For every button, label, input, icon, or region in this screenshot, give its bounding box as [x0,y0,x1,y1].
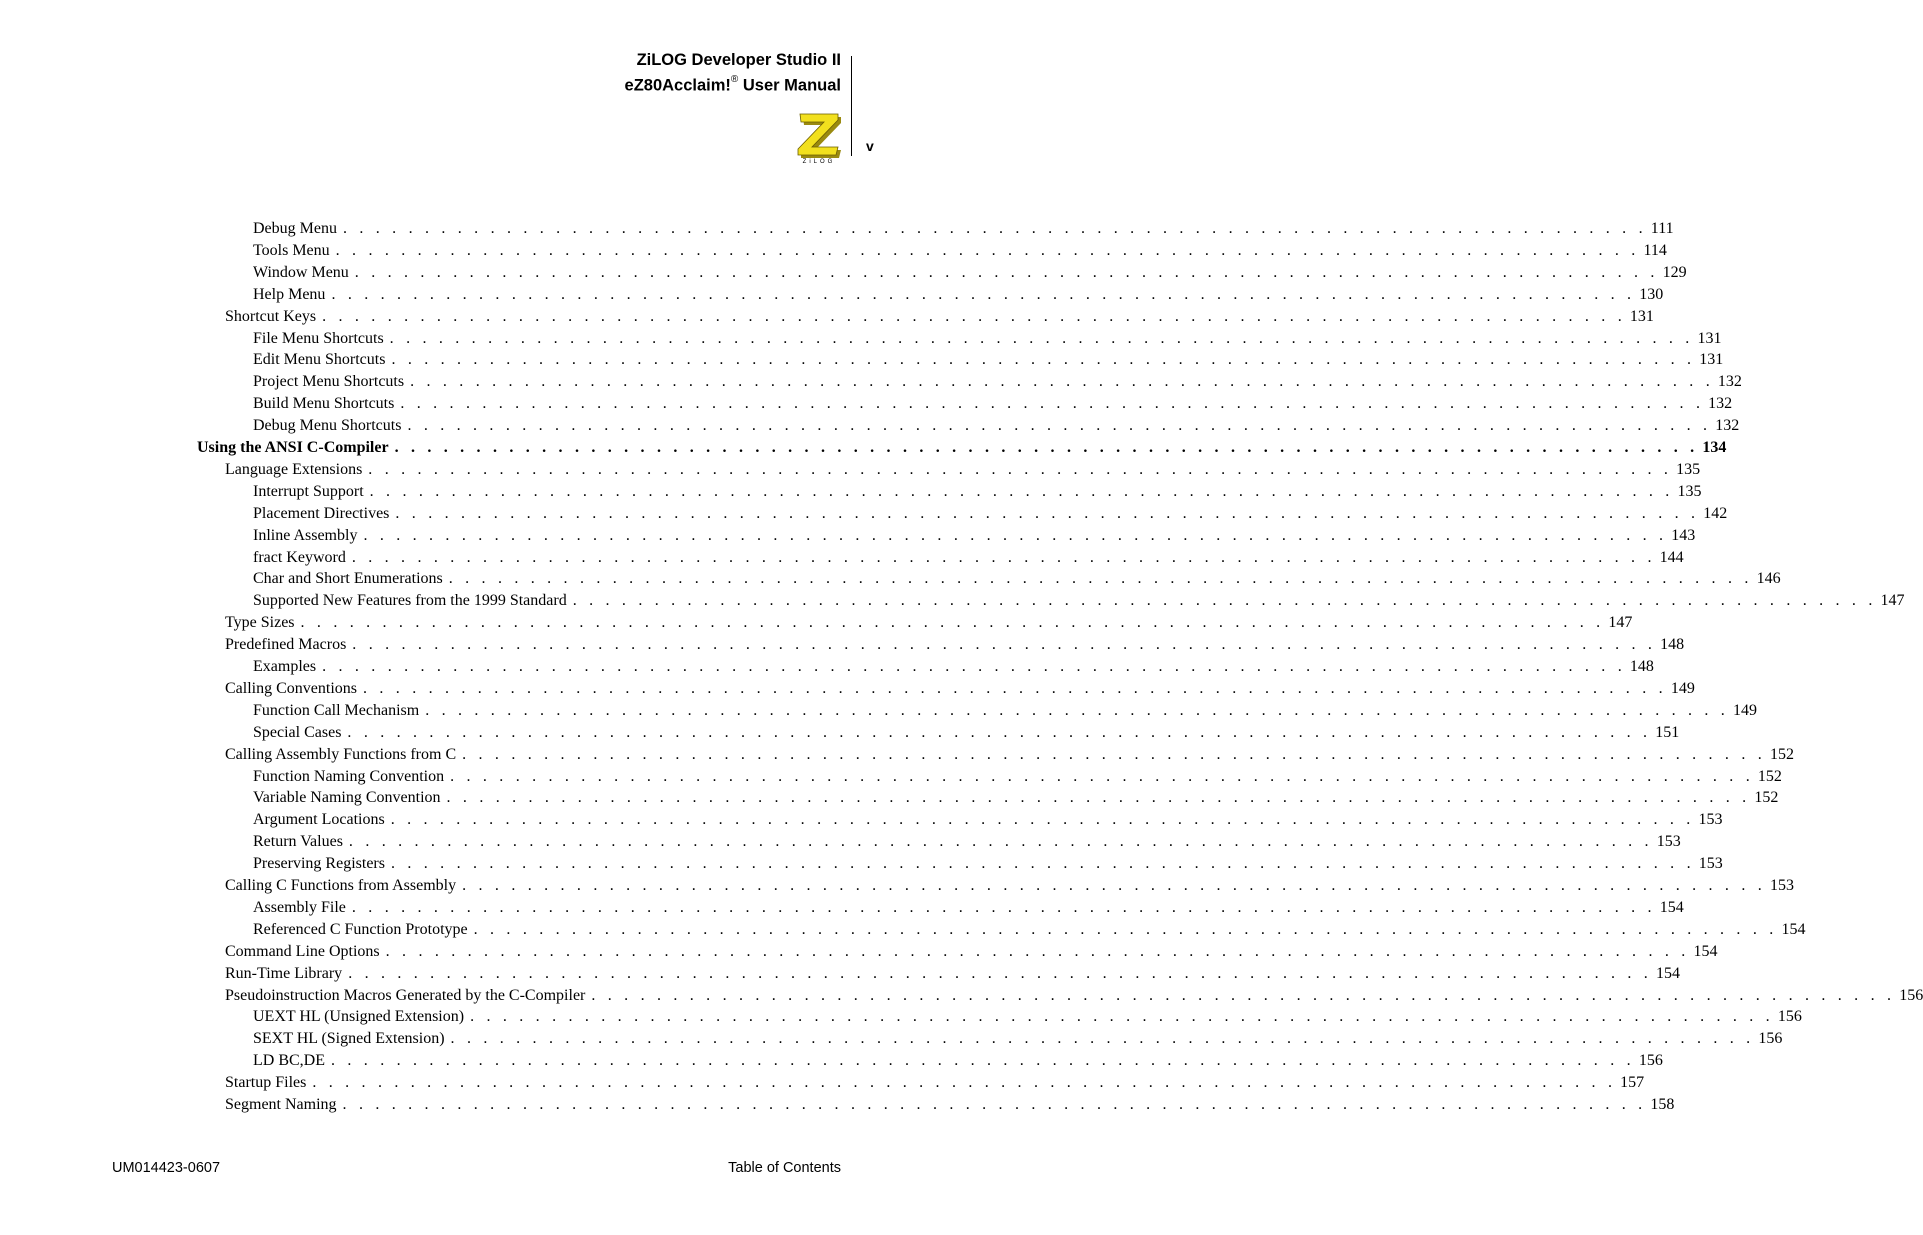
toc-entry-title: Startup Files [225,1074,307,1092]
toc-dot-leader: . . . . . . . . . . . . . . . . . . . . . . . . . . . . . . . . . . . . . . . . . . . . . . . . . . . . . . . . . . . . . . . . . . . . . . . . . . . . . . . . [348,964,1652,982]
toc-entry[interactable] [253,1006,1802,1028]
toc-entry-title: Window Menu [253,263,349,281]
toc-entry-page: 153 [1769,877,1794,894]
toc-dot-leader: . . . . . . . . . . . . . . . . . . . . . . . . . . . . . . . . . . . . . . . . . . . . . . . . . . . . . . . . . . . . . . . . . . . . . . . . . . . . . . . . [368,460,1673,478]
toc-dot-leader: . . . . . . . . . . . . . . . . . . . . . . . . . . . . . . . . . . . . . . . . . . . . . . . . . . . . . . . . . . . . . . . . . . . . . . . . . . . . . . . . [351,548,1656,566]
toc-entry-page: 157 [1620,1074,1645,1092]
toc-dot-leader: . . . . . . . . . . . . . . . . . . . . . . . . . . . . . . . . . . . . . . . . . . . . . . . . . . . . . . . . . . . . . . . . . . . . . . . . . . . . . . . . [300,614,1605,632]
toc-entry-page: 156 [1758,1030,1783,1048]
header-product-title: ZiLOG Developer Studio II [636,51,841,69]
toc-entry-page: 114 [1643,241,1667,259]
toc-dot-leader: . . . . . . . . . . . . . . . . . . . . . . . . . . . . . . . . . . . . . . . . . . . . . . . . . . . . . . . . . . . . . . . . . . . . . . . . . . . . . . . . [347,723,1652,741]
toc-entry-page: 149 [1670,679,1695,697]
toc-entry[interactable] [253,547,1684,569]
toc-dot-leader: . . . . . . . . . . . . . . . . . . . . . . . . . . . . . . . . . . . . . . . . . . . . . . . . . . . . . . . . . . . . . . . . . . . . . . . . . . . . . . . . [369,482,1674,500]
toc-entry-title: SEXT HL (Signed Extension) [253,1030,445,1048]
toc-entry[interactable] [253,349,1724,371]
toc-entry-title: Type Sizes [225,614,295,632]
toc-dot-leader: . . . . . . . . . . . . . . . . . . . . . . . . . . . . . . . . . . . . . . . . . . . . . . . . . . . . . . . . . . . . . . . . . . . . . . . . . . . . . . . . [395,504,1700,522]
toc-entry[interactable] [225,678,1695,700]
toc-entry[interactable] [253,218,1674,240]
header-manual-title: eZ80Acclaim!® User Manual [624,74,841,95]
toc-entry-title: Command Line Options [225,942,380,960]
zilog-logo [794,112,844,164]
toc-entry[interactable] [253,503,1728,525]
toc-entry[interactable] [253,284,1664,306]
toc-entry-title: Variable Naming Convention [253,789,441,807]
toc-entry-title: Help Menu [253,285,326,303]
toc-entry[interactable] [253,590,1905,612]
toc-entry-page: 154 [1659,898,1684,916]
toc-entry-page: 129 [1662,263,1687,281]
toc-entry-page: 132 [1715,417,1740,435]
toc-entry-page: 111 [1650,220,1674,237]
toc-entry[interactable] [253,656,1654,678]
toc-dot-leader: . . . . . . . . . . . . . . . . . . . . . . . . . . . . . . . . . . . . . . . . . . . . . . . . . . . . . . . . . . . . . . . . . . . . . . . . . . . . . . . . [335,241,1640,259]
toc-entry-title: File Menu Shortcuts [253,329,384,347]
toc-entry-title: Return Values [253,833,343,851]
toc-entry-title: Calling C Functions from Assembly [225,877,457,894]
toc-entry[interactable] [253,853,1723,875]
document-header [625,50,841,97]
toc-entry-page: 153 [1698,855,1723,873]
toc-dot-leader: . . . . . . . . . . . . . . . . . . . . . . . . . . . . . . . . . . . . . . . . . . . . . . . . . . . . . . . . . . . . . . . . . . . . . . . . . . . . . . . . [572,592,1877,610]
toc-dot-leader: . . . . . . . . . . . . . . . . . . . . . . . . . . . . . . . . . . . . . . . . . . . . . . . . . . . . . . . . . . . . . . . . . . . . . . . . . . . . . . . . [390,811,1695,829]
zilog-logo-text: ZiLOG [802,159,836,165]
toc-entry[interactable] [253,1050,1663,1072]
toc-entry-title: Special Cases [253,723,342,741]
toc-entry-page: 147 [1608,614,1633,632]
toc-dot-leader: . . . . . . . . . . . . . . . . . . . . . . . . . . . . . . . . . . . . . . . . . . . . . . . . . . . . . . . . . . . . . . . . . . . . . . . . . . . . . . . . [462,745,1766,763]
toc-entry-page: 152 [1757,767,1782,785]
toc-entry[interactable] [225,963,1680,985]
toc-entry[interactable] [253,393,1733,415]
toc-entry-title: Calling Assembly Functions from C [225,745,457,763]
toc-entry[interactable] [253,328,1722,350]
toc-entry-page: 134 [1702,439,1727,456]
toc-dot-leader: . . . . . . . . . . . . . . . . . . . . . . . . . . . . . . . . . . . . . . . . . . . . . . . . . . . . . . . . . . . . . . . . . . . . . . . . . . . . . . . . [389,329,1694,347]
toc-entry[interactable] [253,1028,1783,1050]
toc-entry-page: 149 [1733,701,1758,719]
toc-dot-leader: . . . . . . . . . . . . . . . . . . . . . . . . . . . . . . . . . . . . . . . . . . . . . . . . . . . . . . . . . . . . . . . . . . . . . . . . . . . . . . . . [394,439,1699,456]
toc-dot-leader: . . . . . . . . . . . . . . . . . . . . . . . . . . . . . . . . . . . . . . . . . . . . . . . . . . . . . . . . . . . . . . . . . . . . . . . . . . . . . . . . [331,1052,1635,1070]
toc-entry-page: 153 [1698,811,1723,829]
toc-entry-page: 135 [1676,460,1701,478]
toc-dot-leader: . . . . . . . . . . . . . . . . . . . . . . . . . . . . . . . . . . . . . . . . . . . . . . . . . . . . . . . . . . . . . . . . . . . . . . . . . . . . . . . . [450,767,1754,785]
toc-dot-leader: . . . . . . . . . . . . . . . . . . . . . . . . . . . . . . . . . . . . . . . . . . . . . . . . . . . . . . . . . . . . . . . . . . . . . . . . . . . . . . . . [425,701,1730,719]
toc-entry-title: UEXT HL (Unsigned Extension) [253,1008,465,1026]
toc-dot-leader: . . . . . . . . . . . . . . . . . . . . . . . . . . . . . . . . . . . . . . . . . . . . . . . . . . . . . . . . . . . . . . . . . . . . . . . . . . . . . . . . [363,679,1667,697]
toc-entry-title: Project Menu Shortcuts [253,373,405,391]
toc-entry[interactable] [225,634,1685,656]
toc-entry[interactable] [225,875,1794,897]
toc-entry[interactable] [253,722,1680,744]
toc-entry-page: 151 [1655,723,1680,741]
toc-entry-page: 148 [1660,636,1685,654]
toc-entry[interactable] [225,1072,1645,1094]
toc-entry-page: 131 [1699,351,1724,369]
toc-entry-page: 135 [1677,482,1702,500]
toc-entry-page: 130 [1639,285,1664,303]
toc-entry-page: 153 [1656,833,1681,851]
toc-entry-page: 152 [1754,789,1779,807]
toc-entry[interactable] [253,919,1806,941]
toc-entry-title: Run-Time Library [225,964,343,982]
toc-dot-leader: . . . . . . . . . . . . . . . . . . . . . . . . . . . . . . . . . . . . . . . . . . . . . . . . . . . . . . . . . . . . . . . . . . . . . . . . . . . . . . . . [363,526,1668,544]
toc-dot-leader: . . . . . . . . . . . . . . . . . . . . . . . . . . . . . . . . . . . . . . . . . . . . . . . . . . . . . . . . . . . . . . . . . . . . . . . . . . . . . . . . [352,636,1657,654]
toc-entry-page: 131 [1629,307,1654,325]
toc-entry-title: Tools Menu [253,241,330,259]
toc-entry-title: Segment Naming [225,1096,337,1113]
toc-entry-title: Char and Short Enumerations [253,570,443,588]
toc-entry-page: 132 [1708,395,1733,413]
toc-entry[interactable] [197,437,1727,459]
toc-dot-leader: . . . . . . . . . . . . . . . . . . . . . . . . . . . . . . . . . . . . . . . . . . . . . . . . . . . . . . . . . . . . . . . . . . . . . . . . . . . . . . . . [450,1030,1755,1048]
toc-dot-leader: . . . . . . . . . . . . . . . . . . . . . . . . . . . . . . . . . . . . . . . . . . . . . . . . . . . . . . . . . . . . . . . . . . . . . . . . . . . . . . . . [446,789,1751,807]
toc-entry[interactable] [253,525,1696,547]
toc-dot-leader: . . . . . . . . . . . . . . . . . . . . . . . . . . . . . . . . . . . . . . . . . . . . . . . . . . . . . . . . . . . . . . . . . . . . . . . . . . . . . . . . [354,263,1659,281]
toc-entry-title: LD BC,DE [253,1052,325,1070]
toc-entry-page: 156 [1899,986,1923,1004]
toc-entry-title: Predefined Macros [225,636,347,654]
toc-dot-leader: . . . . . . . . . . . . . . . . . . . . . . . . . . . . . . . . . . . . . . . . . . . . . . . . . . . . . . . . . . . . . . . . . . . . . . . . . . . . . . . . [322,658,1626,675]
toc-entry-title: Supported New Features from the 1999 Standard [253,592,567,610]
toc-entry-title: Argument Locations [253,811,385,829]
toc-entry-title: Debug Menu Shortcuts [253,417,402,435]
toc-entry-title: Examples [253,658,317,675]
toc-dot-leader: . . . . . . . . . . . . . . . . . . . . . . . . . . . . . . . . . . . . . . . . . . . . . . . . . . . . . . . . . . . . . . . . . . . . . . . . . . . . . . . . [348,833,1653,851]
toc-entry-title: Using the ANSI C-Compiler [197,439,389,456]
toc-entry[interactable] [253,787,1779,809]
toc-entry[interactable] [253,240,1667,262]
toc-dot-leader: . . . . . . . . . . . . . . . . . . . . . . . . . . . . . . . . . . . . . . . . . . . . . . . . . . . . . . . . . . . . . . . . . . . . . . . . . . . . . . . . [385,942,1690,960]
zilog-logo-z [798,114,838,155]
toc-dot-leader: . . . . . . . . . . . . . . . . . . . . . . . . . . . . . . . . . . . . . . . . . . . . . . . . . . . . . . . . . . . . . . . . . . . . . . . . . . . . . . . . [448,570,1753,588]
toc-entry-page: 152 [1769,745,1794,763]
toc-entry-title: Build Menu Shortcuts [253,395,395,413]
toc-dot-leader: . . . . . . . . . . . . . . . . . . . . . . . . . . . . . . . . . . . . . . . . . . . . . . . . . . . . . . . . . . . . . . . . . . . . . . . . . . . . . . . . [331,285,1636,303]
toc-entry-page: 143 [1671,526,1696,544]
toc-entry-title: Function Call Mechanism [253,701,420,719]
toc-entry-title: Assembly File [253,898,346,916]
toc-entry-page: 156 [1777,1008,1802,1026]
toc-entry-page: 148 [1629,658,1654,675]
toc-entry-page: 131 [1697,329,1722,347]
page-number: v [866,138,874,154]
toc-entry-title: Function Naming Convention [253,767,445,785]
toc-entry[interactable] [225,985,1923,1007]
toc-entry-title: Placement Directives [253,504,390,522]
toc-entry-page: 154 [1781,920,1806,938]
toc-entry-title: Inline Assembly [253,526,358,544]
header-vertical-rule [851,56,852,156]
toc-dot-leader: . . . . . . . . . . . . . . . . . . . . . . . . . . . . . . . . . . . . . . . . . . . . . . . . . . . . . . . . . . . . . . . . . . . . . . . . . . . . . . . . [391,351,1696,369]
toc-entry-title: Pseudoinstruction Macros Generated by the C-Compiler [225,986,586,1004]
toc-dot-leader: . . . . . . . . . . . . . . . . . . . . . . . . . . . . . . . . . . . . . . . . . . . . . . . . . . . . . . . . . . . . . . . . . . . . . . . . . . . . . . . . [342,220,1647,237]
toc-entry-page: 156 [1638,1052,1663,1070]
toc-entry-page: 146 [1756,570,1781,588]
toc-entry-page: 158 [1650,1096,1675,1113]
toc-entry-title: Calling Conventions [225,679,357,697]
toc-entry-page: 147 [1880,592,1905,610]
toc-entry-title: Preserving Registers [253,855,385,873]
toc-entry[interactable] [225,1094,1675,1116]
toc-entry-page: 144 [1659,548,1684,566]
toc-entry-title: fract Keyword [253,548,346,566]
footer-section-name: Table of Contents [728,1160,841,1176]
toc-entry[interactable] [253,371,1742,393]
toc-dot-leader: . . . . . . . . . . . . . . . . . . . . . . . . . . . . . . . . . . . . . . . . . . . . . . . . . . . . . . . . . . . . . . . . . . . . . . . . . . . . . . . . [390,855,1695,873]
toc-entry-page: 142 [1703,504,1728,522]
toc-entry-title: Shortcut Keys [225,307,317,325]
toc-dot-leader: . . . . . . . . . . . . . . . . . . . . . . . . . . . . . . . . . . . . . . . . . . . . . . . . . . . . . . . . . . . . . . . . . . . . . . . . . . . . . . . . [591,986,1896,1004]
toc-dot-leader: . . . . . . . . . . . . . . . . . . . . . . . . . . . . . . . . . . . . . . . . . . . . . . . . . . . . . . . . . . . . . . . . . . . . . . . . . . . . . . . . [462,877,1766,894]
toc-entry[interactable] [225,459,1701,481]
toc-entry-title: Referenced C Function Prototype [253,920,468,938]
toc-entry-title: Interrupt Support [253,482,364,500]
toc-entry[interactable] [253,809,1723,831]
toc-entry[interactable] [225,612,1633,634]
toc-dot-leader: . . . . . . . . . . . . . . . . . . . . . . . . . . . . . . . . . . . . . . . . . . . . . . . . . . . . . . . . . . . . . . . . . . . . . . . . . . . . . . . . [400,395,1705,413]
toc-entry[interactable] [253,766,1782,788]
toc-entry-page: 154 [1656,964,1680,982]
toc-entry[interactable] [225,941,1718,963]
toc-entry-title: Debug Menu [253,220,337,237]
toc-entry-title: Language Extensions [225,460,363,478]
footer-document-id: UM014423-0607 [112,1160,221,1176]
toc-dot-leader: . . . . . . . . . . . . . . . . . . . . . . . . . . . . . . . . . . . . . . . . . . . . . . . . . . . . . . . . . . . . . . . . . . . . . . . . . . . . . . . . [351,898,1656,916]
toc-entry[interactable] [253,831,1681,853]
toc-entry[interactable] [253,415,1740,437]
toc-dot-leader: . . . . . . . . . . . . . . . . . . . . . . . . . . . . . . . . . . . . . . . . . . . . . . . . . . . . . . . . . . . . . . . . . . . . . . . . . . . . . . . . [322,307,1626,325]
toc-entry[interactable] [225,306,1654,328]
toc-entry[interactable] [253,700,1758,722]
toc-entry-page: 132 [1717,373,1742,391]
toc-dot-leader: . . . . . . . . . . . . . . . . . . . . . . . . . . . . . . . . . . . . . . . . . . . . . . . . . . . . . . . . . . . . . . . . . . . . . . . . . . . . . . . . [470,1008,1774,1026]
toc-entry[interactable] [253,568,1781,590]
toc-entry[interactable] [225,744,1794,766]
toc-entry[interactable] [253,481,1702,503]
toc-entry[interactable] [253,262,1687,284]
toc-dot-leader: . . . . . . . . . . . . . . . . . . . . . . . . . . . . . . . . . . . . . . . . . . . . . . . . . . . . . . . . . . . . . . . . . . . . . . . . . . . . . . . . [410,373,1714,391]
toc-dot-leader: . . . . . . . . . . . . . . . . . . . . . . . . . . . . . . . . . . . . . . . . . . . . . . . . . . . . . . . . . . . . . . . . . . . . . . . . . . . . . . . . [473,920,1778,938]
toc-dot-leader: . . . . . . . . . . . . . . . . . . . . . . . . . . . . . . . . . . . . . . . . . . . . . . . . . . . . . . . . . . . . . . . . . . . . . . . . . . . . . . . . [312,1074,1617,1092]
toc-entry-title: Edit Menu Shortcuts [253,351,386,369]
toc-entry[interactable] [253,897,1684,919]
toc-dot-leader: . . . . . . . . . . . . . . . . . . . . . . . . . . . . . . . . . . . . . . . . . . . . . . . . . . . . . . . . . . . . . . . . . . . . . . . . . . . . . . . . [342,1096,1647,1113]
toc-entry-page: 154 [1693,942,1718,960]
toc-dot-leader: . . . . . . . . . . . . . . . . . . . . . . . . . . . . . . . . . . . . . . . . . . . . . . . . . . . . . . . . . . . . . . . . . . . . . . . . . . . . . . . . [407,417,1712,435]
